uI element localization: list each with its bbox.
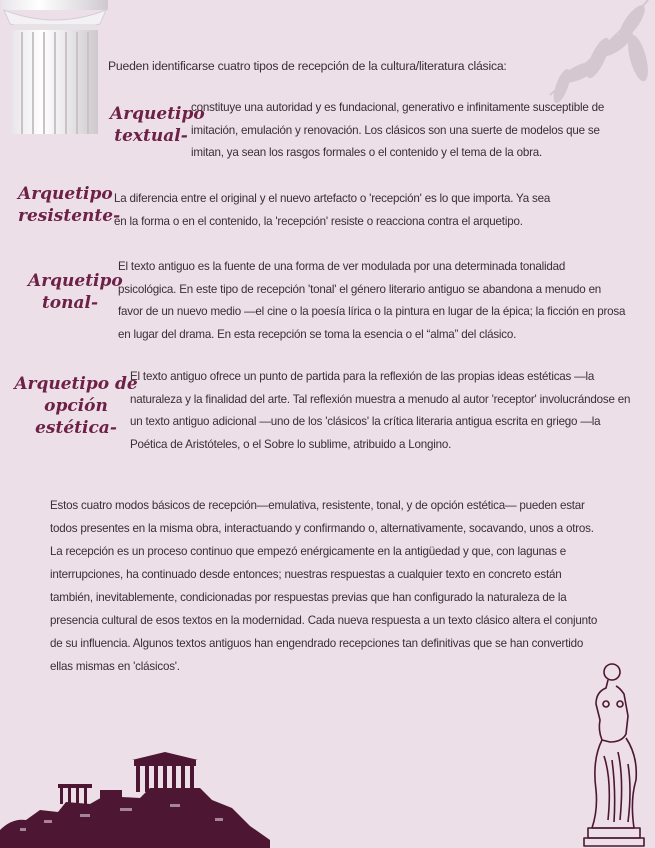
type-text-resistente: La diferencia entre el original y el nuevo artefacto o 'recepción' es lo que importa. Ya sea en la forma o en el contenido, la 'recepción' resiste o reacciona contra el arquetipo. [114,192,551,228]
type-label-line: Arquetipo [18,184,113,204]
type-label-line: tonal- [41,293,99,313]
type-text-tonal: El texto antiguo es la fuente de una forma de ver modulada por una determinada tonalidad psicológica. En este tipo de recepción 'tonal' el género literario antiguo se abandona a menudo en favor de un nuevo medio —el cine o la poesía lírica o la pintura en lugar de la épica; la ficción en prosa en lugar del drama. En esta recepción se toma la esencia o el “alma” del clásico. [118,260,626,341]
type-label-line: Arquetipo de [14,374,138,394]
type-label-line: resistente- [18,206,121,226]
summary-paragraph: Estos cuatro modos básicos de recepción—emulativa, resistente, tonal, y de opción estética— pueden estar todos presentes en la misma obra, interactuando y confirmando o, alternativamente, socavando, unos a otros. La recepción es un proceso continuo que empezó enérgicamente en la antigüedad y que, con lagunas e interrupciones, ha continuado desde entonces; nuestras respuestas a cualquier texto en concreto están también, inevitablemente, condicionadas por respuestas previas que han configurado la naturaleza de la presencia cultural de esos textos en la modernidad. Cada nueva respuesta a un texto clásico altera el conjunto de su influencia. Algunos textos antiguos han engendrado recepciones tan definitivas que se han convertido ellas mismas en 'clásicos'. [50,499,598,673]
type-label-line: textual- [114,126,188,146]
type-label-line: opción estética- [35,396,117,438]
type-label-line: Arquetipo [28,271,123,291]
venus-statue-icon [582,660,652,848]
type-label-textual [110,103,205,147]
type-label-opcion-estetica [12,373,140,439]
type-text-textual: constituye una autoridad y es fundacional, generativo e infinitamente susceptible de imitación, emulación y renovación. Los clásicos son una suerte de modelos que se imitan, ya sean los rasgos formales o el contenido y el tema de la obra. [191,101,605,159]
intro-text: Pueden identificarse cuatro tipos de recepción de la cultura/literatura clásica: [108,59,507,73]
type-label-resistente [18,183,121,227]
type-label-line: Arquetipo [110,104,205,124]
acropolis-icon [0,748,270,848]
type-text-opcion-estetica: El texto antiguo ofrece un punto de partida para la reflexión de las propias ideas estéticas —la naturaleza y la finalidad del arte. Tal reflexión muestra a menudo al autor 'receptor' involucrándose en un texto antiguo adicional —uno de los 'clásicos' la crítica literaria antigua escrita en griego —la Poética de Aristóteles, o el Sobre lo sublime, atribuido a Longino. [130,370,631,451]
type-label-tonal [28,270,123,314]
greek-column-icon [0,0,112,134]
